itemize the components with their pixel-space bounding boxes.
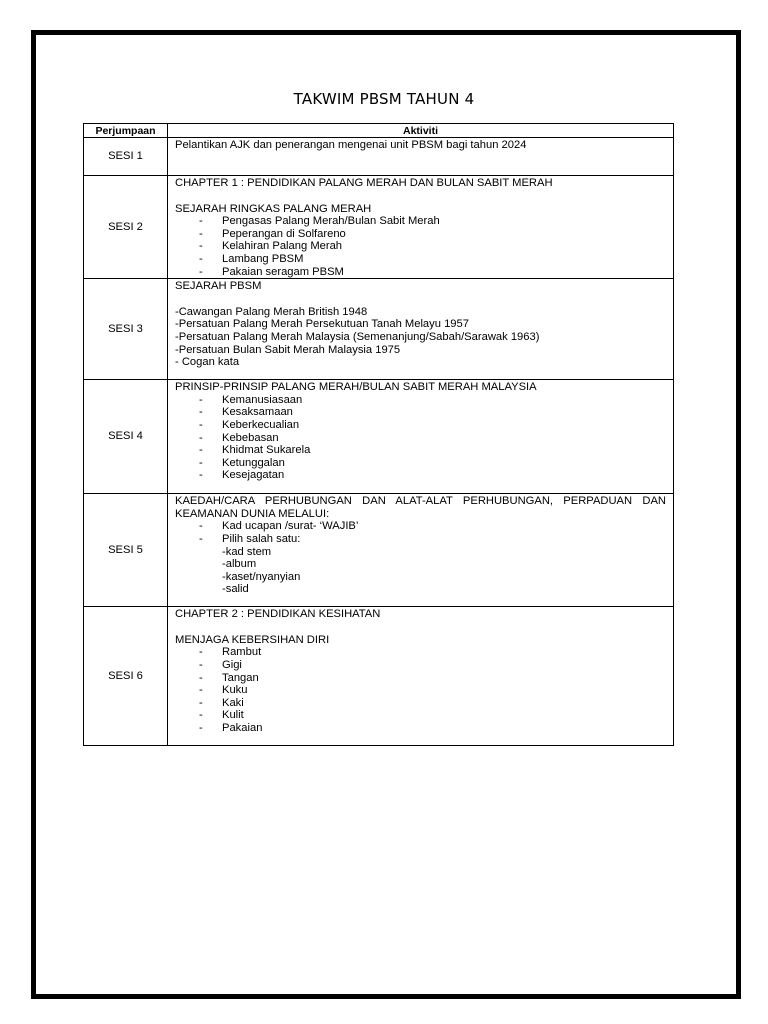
list-item: - Kesejagatan — [199, 469, 285, 482]
table-row-sesi-5 — [84, 494, 674, 607]
aktiviti-line: Pelantikan AJK dan penerangan mengenai unit PBSM bagi tahun 2024 — [175, 139, 527, 151]
list-item: - Pengasas Palang Merah/Bulan Sabit Merah — [199, 215, 440, 228]
section-heading: SEJARAH PBSM — [175, 280, 262, 293]
header-perjumpaan: Perjumpaan — [84, 124, 168, 138]
list-item: - Peperangan di Solfareno — [199, 227, 346, 240]
aktiviti-cell — [168, 607, 674, 746]
table-row-sesi-4 — [84, 380, 674, 494]
sub-item: -album — [222, 558, 257, 571]
sesi-label: SESI 2 — [84, 176, 168, 279]
list-item: - Kaki — [199, 696, 244, 709]
aktiviti-line: -Persatuan Palang Merah Persekutuan Tanah Melayu 1957 — [175, 318, 469, 331]
table-row-sesi-2 — [84, 176, 674, 279]
sub-item: -kaset/nyanyian — [222, 570, 301, 583]
section-subheading: SEJARAH RINGKAS PALANG MERAH — [175, 202, 372, 215]
sesi-label: SESI 4 — [84, 380, 168, 494]
document-title: TAKWIM PBSM TAHUN 4 — [293, 90, 475, 108]
aktiviti-cell — [168, 176, 674, 279]
list-item: - Ketunggalan — [199, 456, 285, 469]
sesi-label: SESI 1 — [84, 138, 168, 176]
list-item: - Pakaian seragam PBSM — [199, 265, 344, 278]
table-row-sesi-1 — [84, 138, 674, 176]
table-row-sesi-3 — [84, 279, 674, 380]
list-item: - Pakaian — [199, 721, 263, 734]
aktiviti-line: -Cawangan Palang Merah British 1948 — [175, 305, 368, 318]
list-item: - Keberkecualian — [199, 418, 300, 431]
section-heading: KAEDAH/CARA PERHUBUNGAN DAN ALAT-ALAT PERHUBUNGAN, PERPADUAN DAN KEAMANAN DUNIA MELALUI: — [175, 495, 666, 520]
sesi-label: SESI 5 — [84, 494, 168, 607]
sub-item: -kad stem — [222, 545, 272, 558]
list-item: - Kesaksamaan — [199, 406, 293, 419]
table-header-row — [84, 124, 674, 138]
sesi-label: SESI 6 — [84, 607, 168, 746]
list-item: - Kemanusiasaan — [199, 393, 303, 406]
section-heading: PRINSIP-PRINSIP PALANG MERAH/BULAN SABIT MERAH MALAYSIA — [175, 381, 537, 394]
sesi-label: SESI 3 — [84, 279, 168, 380]
list-item: - Kuku — [199, 684, 248, 697]
chapter-heading: CHAPTER 1 : PENDIDIKAN PALANG MERAH DAN BULAN SABIT MERAH — [175, 177, 553, 189]
aktiviti-cell — [168, 494, 674, 607]
list-item: - Kelahiran Palang Merah — [199, 240, 343, 253]
aktiviti-line: - Cogan kata — [175, 356, 240, 369]
aktiviti-line: -Persatuan Bulan Sabit Merah Malaysia 1975 — [175, 343, 401, 356]
list-item: - Lambang PBSM — [199, 252, 304, 265]
list-item: - Kebebasan — [199, 431, 279, 444]
list-item: - Tangan — [199, 671, 259, 684]
aktiviti-line: -Persatuan Palang Merah Malaysia (Semenanjung/Sabah/Sarawak 1963) — [175, 330, 540, 343]
header-aktiviti: Aktiviti — [168, 124, 674, 138]
aktiviti-cell — [168, 380, 674, 494]
aktiviti-cell — [168, 138, 674, 176]
section-subheading: MENJAGA KEBERSIHAN DIRI — [175, 633, 330, 646]
list-item: - Pilih salah satu: — [199, 532, 301, 545]
table-row-sesi-6 — [84, 607, 674, 746]
sub-item: -salid — [222, 583, 249, 596]
list-item: - Khidmat Sukarela — [199, 444, 311, 457]
list-item: - Kad ucapan /surat- ‘WAJIB’ — [199, 520, 359, 533]
list-item: - Gigi — [199, 658, 242, 671]
list-item: - Kulit — [199, 709, 244, 722]
aktiviti-cell — [168, 279, 674, 380]
chapter-heading: CHAPTER 2 : PENDIDIKAN KESIHATAN — [175, 608, 381, 621]
schedule-table — [83, 123, 674, 746]
list-item: - Rambut — [199, 646, 262, 659]
